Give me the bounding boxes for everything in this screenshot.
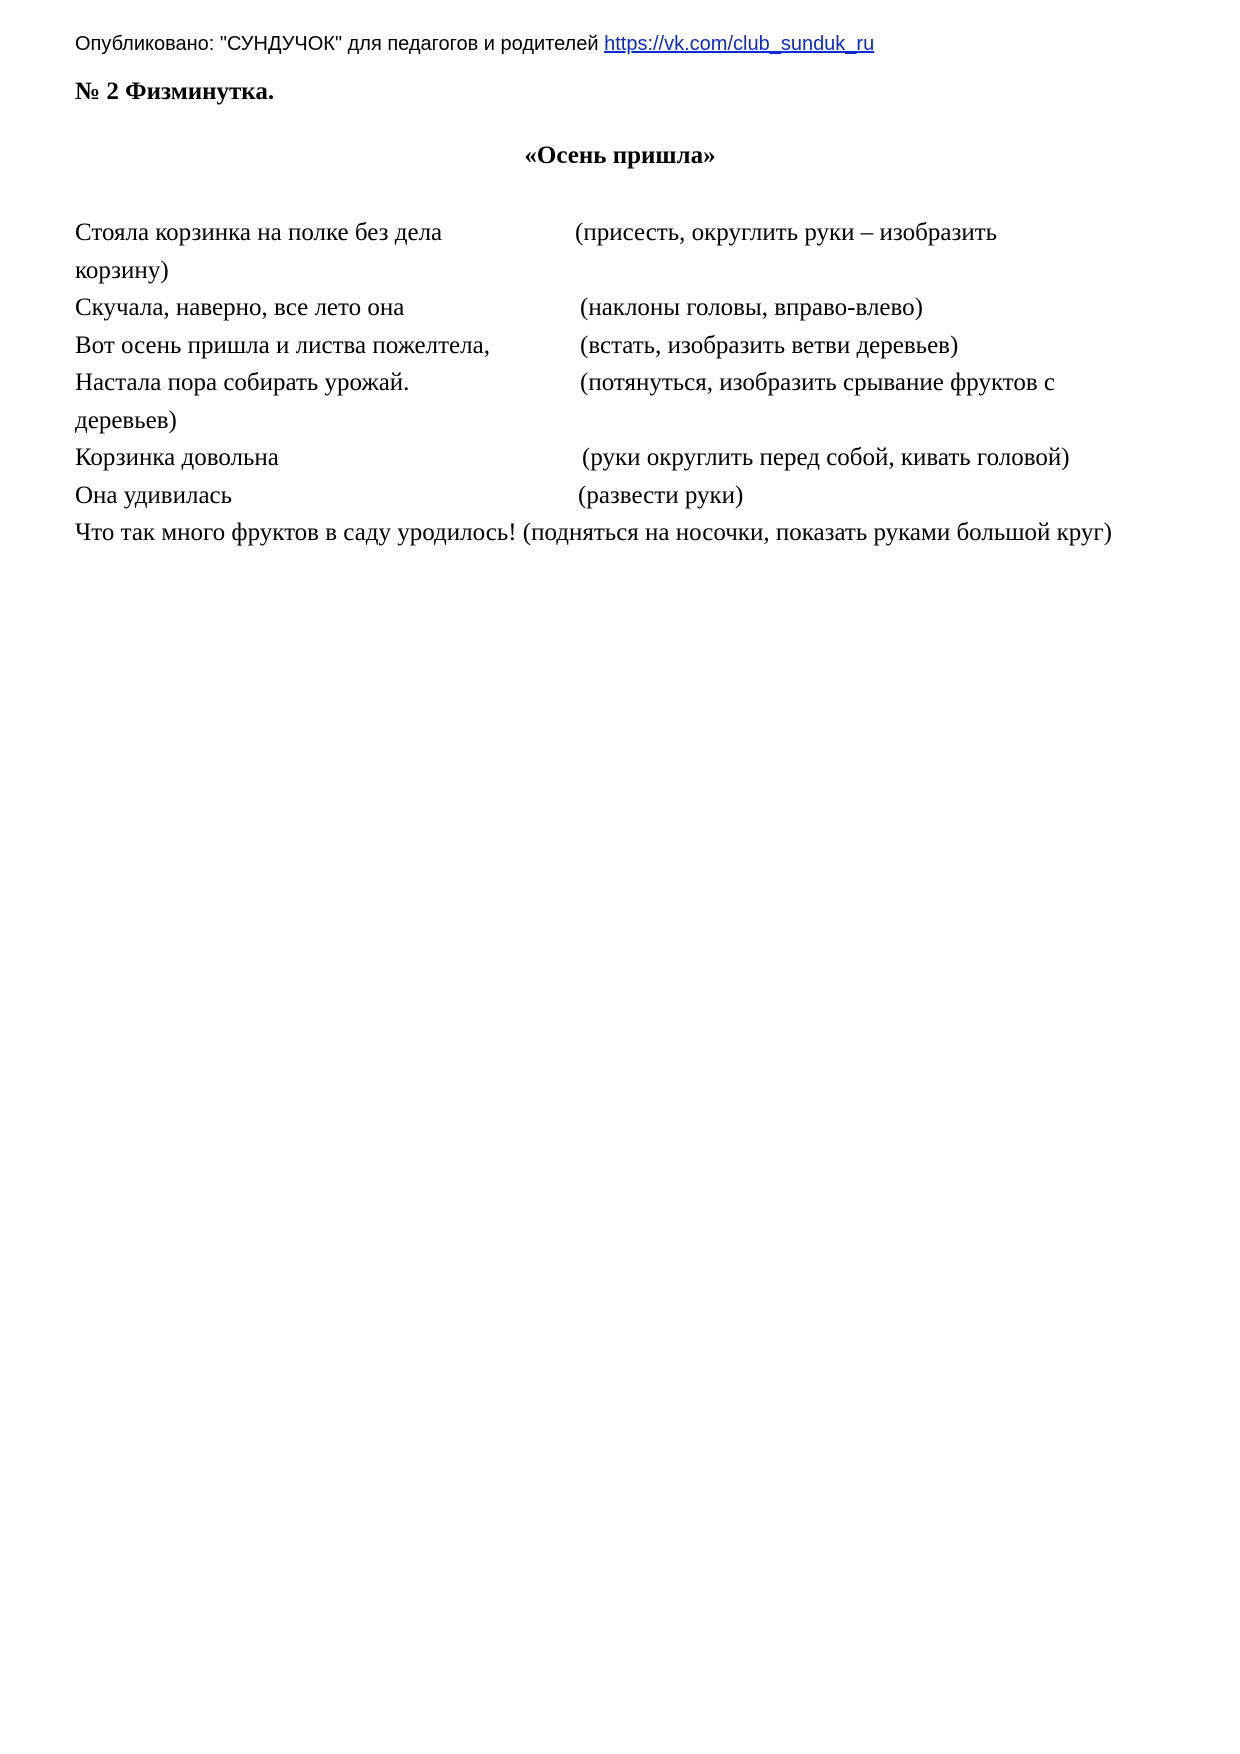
verse-action-continuation: деревьев) [75, 406, 177, 434]
verse-action: (наклоны головы, вправо-влево) [580, 294, 923, 321]
published-text: Опубликовано: "СУНДУЧОК" для педагогов и родителей [75, 33, 605, 55]
verse-row [75, 289, 1175, 327]
verse-action: (развести руки) [578, 481, 744, 509]
verse-row [75, 327, 1175, 365]
published-note [75, 30, 874, 58]
exercise-number-heading: № 2 Физминутка. [75, 78, 275, 105]
verse-action-continuation: корзину) [75, 256, 169, 284]
poem-title: «Осень пришла» [524, 142, 716, 169]
verse-line: Стояла корзинка на полке без дела [75, 219, 443, 246]
verse-line: Она удивилась [75, 481, 233, 509]
verse-line: Вот осень пришла и листва пожелтела, [75, 331, 490, 359]
verse-line: Скучала, наверно, все лето она [75, 294, 405, 321]
verse-line: Корзинка довольна [75, 444, 279, 471]
verse-row [75, 477, 1175, 515]
verse-action: (руки округлить перед собой, кивать головой) [582, 444, 1070, 471]
verse-row [75, 214, 1175, 289]
verse-action: (присесть, округлить руки – изобразить [575, 219, 998, 246]
verse-row [75, 439, 1175, 477]
verse-action: (потянуться, изобразить срывание фруктов с [580, 369, 1056, 396]
vk-club-link[interactable]: https://vk.com/club_sunduk_ru [604, 33, 875, 55]
poem-body [75, 214, 1175, 552]
verse-line: Настала пора собирать урожай. [75, 369, 410, 396]
verse-row-last: Что так много фруктов в саду уродилось! (подняться на носочки, показать руками большой круг) [75, 519, 1112, 546]
verse-row [75, 364, 1175, 439]
verse-action: (встать, изобразить ветви деревьев) [580, 331, 959, 359]
